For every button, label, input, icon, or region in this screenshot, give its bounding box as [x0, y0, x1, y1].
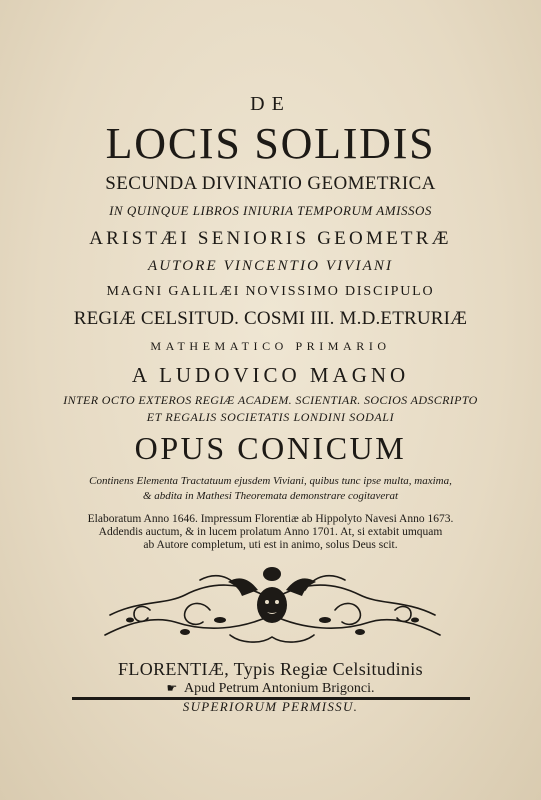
imprint-city-line: FLORENTIÆ, Typis Regiæ Celsitudinis [117, 659, 424, 679]
academy-line: INTER OCTO EXTEROS REGIÆ ACADEM. SCIENTIAR. SOCIOS ADSCRIPTO [63, 393, 478, 407]
elaboratum-line: Elaboratum Anno 1646. Impressum Florentiæ ab Hippolyto Navesi Anno 1673. [87, 513, 454, 525]
permission-line: SUPERIORUM PERMISSU. [182, 699, 359, 714]
royal-society-line: ET REGALIS SOCIETATIS LONDINI SODALI [146, 410, 395, 424]
subtitle: SECUNDA DIVINATIO GEOMETRICA [105, 173, 436, 194]
addendis-line: Addendis auctum, & in lucem prolatum Anno 1701. At, si extabit umquam [98, 526, 443, 538]
hand-pointer-icon: ☛ [166, 681, 178, 695]
continens-line-2: & abdita in Mathesi Theoremata demonstrare cogitaverat [142, 490, 399, 502]
aristaei-line: ARISTÆI SENIORIS GEOMETRÆ [89, 228, 452, 249]
author-line: AUTORE VINCENTIO VIVIANI [147, 258, 394, 274]
floral-vignette-with-face-icon [90, 560, 455, 650]
continens-line-1: Continens Elementa Tractatuum ejusdem Viviani, quibus tunc ipse multa, maxima, [89, 475, 452, 487]
printer-name: Apud Petrum Antonium Brigonci. [183, 681, 375, 696]
mathematico-line: MATHEMATICO PRIMARIO [150, 339, 391, 353]
main-title: LOCIS SOLIDIS [105, 119, 436, 168]
opus-title: OPUS CONICUM [134, 430, 407, 466]
regiae-line: REGIÆ CELSITUD. COSMI III. M.D.ETRURIÆ [73, 308, 468, 329]
ab-autore-line: ab Autore completum, uti est in animo, solus Deus scit. [143, 539, 398, 551]
ludovico-line: A LUDOVICO MAGNO [131, 363, 410, 387]
in-quinque-line: IN QUINQUE LIBROS INIURIA TEMPORUM AMISSOS [109, 203, 432, 218]
title-prefix: DE [250, 93, 291, 115]
printer-line [0, 681, 541, 697]
galilei-disciple-line: MAGNI GALILÆI NOVISSIMO DISCIPULO [106, 284, 435, 299]
